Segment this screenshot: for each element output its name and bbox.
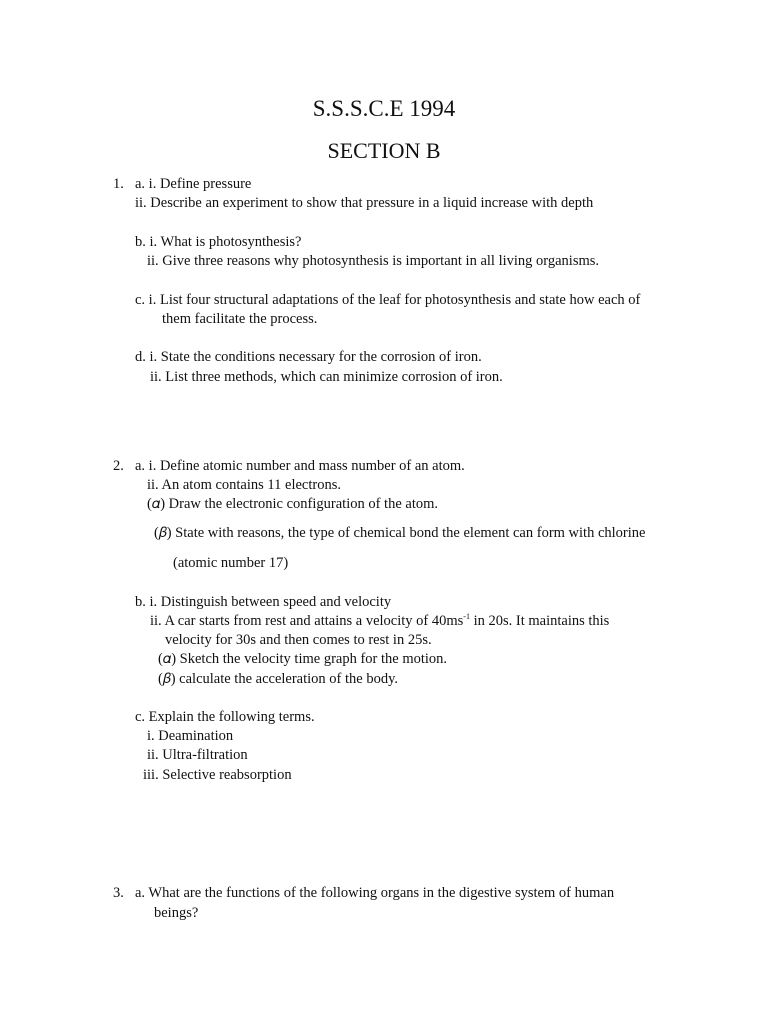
question-2b-beta: (𝛽) calculate the acceleration of the body. [158,671,399,687]
question-2a-beta: (𝛽) State with reasons, the type of chemical bond the element can form with chlorine [154,525,646,541]
question-2c-iii: iii. Selective reabsorption [143,767,292,783]
question-2b-ii-continued: velocity for 30s and then comes to rest in 25s. [165,632,432,648]
question-3a: a. What are the functions of the following organs in the digestive system of human [135,885,615,901]
question-2c-ii: ii. Ultra-filtration [147,747,248,763]
question-2c: c. Explain the following terms. [135,709,315,725]
question-1-number: 1. [113,176,124,192]
question-2a-beta-continued: (atomic number 17) [173,555,289,571]
unit-exponent: -1 [463,612,470,622]
question-2-number: 2. [113,458,124,474]
question-1a-i: a. i. Define pressure [135,176,252,192]
question-3-number: 3. [113,885,124,901]
question-3a-continued: beings? [154,905,199,921]
question-2b-ii [150,612,609,631]
question-2b-ii-text-end: in 20s. It maintains this [469,613,610,629]
question-1d-ii: ii. List three methods, which can minimize corrosion of iron. [150,369,503,385]
exam-title: S.S.S.C.E 1994 [312,96,456,121]
question-2a-i: a. i. Define atomic number and mass number of an atom. [135,458,465,474]
question-2c-i: i. Deamination [147,728,234,744]
question-2a-alpha: (𝛼) Draw the electronic configuration of the atom. [147,496,439,512]
section-heading: SECTION B [327,138,441,163]
question-2b-alpha: (𝛼) Sketch the velocity time graph for the motion. [158,651,448,667]
question-1a-ii: ii. Describe an experiment to show that pressure in a liquid increase with depth [135,195,594,211]
question-1c-i: c. i. List four structural adaptations of the leaf for photosynthesis and state how each of [135,292,641,308]
question-2a-ii: ii. An atom contains 11 electrons. [147,477,341,493]
question-2b-ii-text: ii. A car starts from rest and attains a velocity of 40ms [150,613,464,629]
question-1c-i-continued: them facilitate the process. [162,311,318,327]
question-2b-i: b. i. Distinguish between speed and velocity [135,594,392,610]
question-1b-i: b. i. What is photosynthesis? [135,234,302,250]
question-1d-i: d. i. State the conditions necessary for the corrosion of iron. [135,349,482,365]
question-1b-ii: ii. Give three reasons why photosynthesis is important in all living organisms. [147,253,600,269]
